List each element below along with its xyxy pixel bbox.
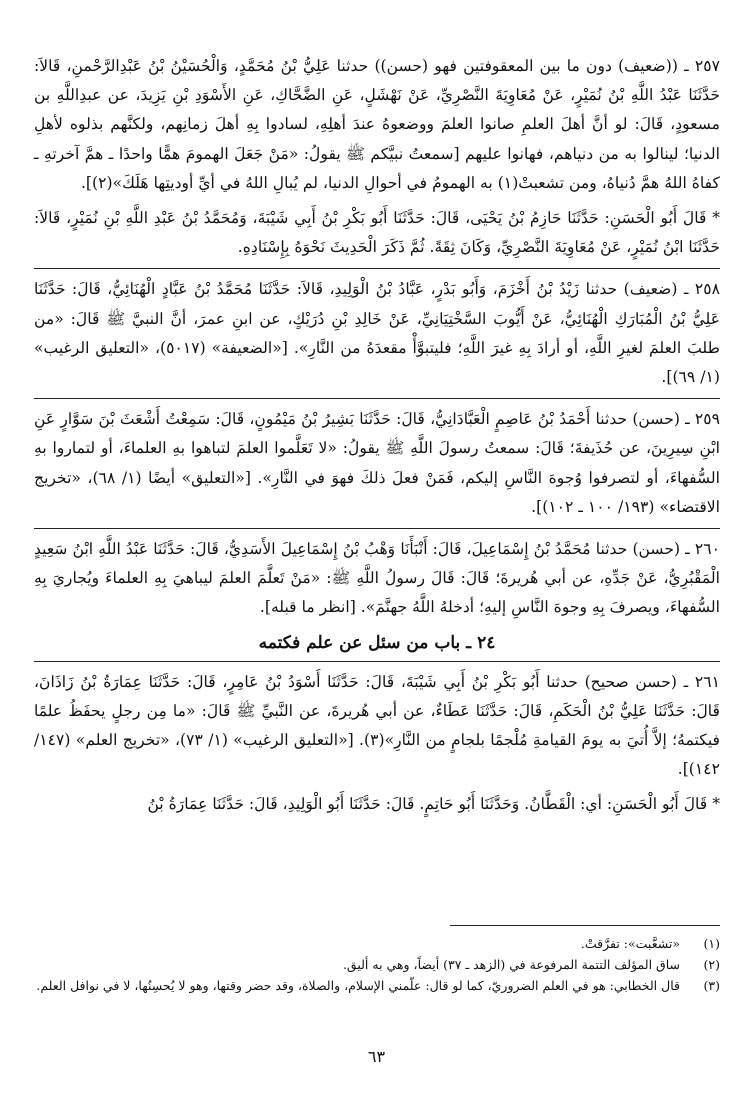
footnote-text: ساق المؤلف التتمة المرفوعة في (الزهد ـ ٣٧) أيضاً، وهي به أليق. bbox=[342, 957, 680, 972]
footnote-number: (١) bbox=[703, 936, 720, 951]
chain-note-abu-al-hasan: * قَالَ أَبُو الْحَسَنِ: حَدَّثَنَا حَازِمُ بْنُ يَحْيَى، قَالَ: حَدَّثَنَا أَبُو بَكْرِ بْنُ أَبِي شَيْبَةَ، وَمُحَمَّدُ بْنُ عَبْدِ اللَّهِ بْنِ نُمَيْرٍ، قَالاَ: حَدَّثَنَا ابْنُ نُمَيْرٍ، عَنْ مُعَاوِيَةَ النَّصْرِيِّ، وَكَانَ ثِقَةً. ثُمَّ ذَكَرَ الْحَدِيثَ نَحْوَهُ بِإِسْنَادِهِ. bbox=[34, 209, 720, 257]
footnote-item bbox=[34, 934, 720, 954]
main-text-body bbox=[34, 52, 720, 826]
footnote-number: (٣) bbox=[703, 978, 720, 993]
hadith-261: ٢٦١ ـ (حسن صحيح) حدثنا أَبُو بَكْرِ بْنُ أَبِي شَيْبَةَ، قَالَ: حَدَّثَنَا أَسْوَدُ بْنُ عَامِرٍ، قَالَ: حَدَّثَنَا عِمَارَةُ بْنُ زَاذَانَ، قَالَ: حَدَّثَنَا عَلِيُّ بْنُ الْحَكَمِ، قَالَ: حَدَّثَنَا عَطَاءٌ، عن أبي هُريرةَ، عن النَّبيِّ ﷺ قَالَ: «ما مِن رجلٍ يحفَظُ علمًا فيكتمهُ؛ إلاَّ أُتيَ به يومَ القيامةِ مُلْجمًا بلجامٍ من النَّارِ»(٣). [«التعليق الرغيب» (١/ ٧٣)، «تخريج العلم» (١٤٧/ ١٤٢)]. bbox=[34, 672, 720, 779]
chain-note-al-qattan: * قَالَ أَبُو الْحَسَنِ: أي: الْقَطَّانُ. وَحَدَّثَنَا أَبُو حَاتِمٍ. قَالَ: حَدَّثَنَا أَبُو الْوَلِيدِ، قَالَ: حَدَّثَنَا عِمَارَةُ بْنُ bbox=[147, 795, 720, 814]
hadith-259: ٢٥٩ ـ (حسن) حدثنا أَحْمَدُ بْنُ عَاصِمٍ الْعَبَّادَانِيُّ، قَالَ: حَدَّثَنَا بَشِيرُ بْنُ مَيْمُونٍ، قَالَ: سَمِعْتُ أَشْعَثَ بْنَ سَوَّارٍ عَنِ ابْنِ سِيرِينَ، عن حُذَيفةَ؛ قَالَ: سمعتُ رسولَ اللَّهِ ﷺ يقولُ: «لا تَعَلَّموا العلمَ لتباهوا بهِ العلماءَ، أو لتماروا بهِ السُّفهاءَ، أو لتصرفوا وُجوهَ النَّاسِ إليكم، فَمَنْ فعلَ ذلكَ فهوَ في النَّارِ». [«التعليق» أيضًا (١/ ٦٨)، «تخريج الاقتضاء» (١٩٣/ ١٠٠ ـ ١٠٢)]. bbox=[34, 410, 720, 516]
footnote-item bbox=[34, 955, 720, 975]
footnote-rule bbox=[450, 925, 720, 926]
hadith-260: ٢٦٠ ـ (حسن) حدثنا مُحَمَّدُ بْنُ إِسْمَاعِيلَ، قَالَ: أَنْبَأَنَا وَهْبُ بْنُ إِسْمَاعِيلَ الأَسَدِيُّ، قَالَ: حَدَّثَنَا عَبْدُ اللَّهِ ابْنُ سَعِيدٍ الْمَقْبُرِيُّ، عَنْ جَدِّهِ، عن أبي هُريرةَ؛ قَالَ: قَالَ رسولُ اللَّهِ ﷺ: «مَنْ تَعلَّمَ العلمَ ليباهيَ بِهِ العلماءَ ويُجاريَ بِهِ السُّفهاءَ، ويصرفَ بِهِ وجوهَ النَّاسِ إليهِ؛ أدخلهُ اللَّهُ جهنَّمَ». [انظر ما قبله]. bbox=[34, 540, 720, 617]
paragraph-separator bbox=[34, 268, 720, 269]
footnote-text: «تشعَّبت»: تفرَّقتْ. bbox=[580, 936, 680, 951]
footnote-number: (٢) bbox=[703, 957, 720, 972]
footnote-text: قال الخطابي: هو في العلم الضروريّ، كما لو قال: علّمني الإسلام، والصلاة، وقد حضر وقتها، وهو لا يُحسِنُها، لا في نوافل العلم. bbox=[36, 978, 680, 993]
paragraph-separator bbox=[34, 398, 720, 399]
hadith-258: ٢٥٨ ـ (ضعيف) حدثنا زَيْدُ بْنُ أَخْزَمَ، وَأَبُو بَدْرٍ، عَبَّادُ بْنُ الْوَلِيدِ، قَالاَ: حَدَّثَنَا مُحَمَّدُ بْنُ عَبَّادٍ الْهُنَائِيُّ، قَالَ: حَدَّثَنَا عَلِيُّ بْنُ الْمُبَارَكِ الْهُنَائِيُّ، عَنْ أَيُّوبَ السَّخْتِيَانِيِّ، عَنْ خَالِدِ بْنِ دُرَيْكٍ، عن ابنِ عمرَ، أنَّ النبيَّ ﷺ قَالَ: «من طلبَ العلمَ لغيرِ اللَّهِ، أو أرادَ بِهِ غيرَ اللَّهِ؛ فليتبوَّأْ مقعدَهُ من النَّارِ». [«الضعيفة» (٥٠١٧)، «التعليق الرغيب» (١/ ٦٩)]. bbox=[34, 280, 720, 387]
hadith-257: ٢٥٧ ـ ((ضعيف) دون ما بين المعقوفتين فهو (حسن)) حدثنا عَلِيُّ بْنُ مُحَمَّدٍ، وَالْحُسَيْنُ بْنُ عَبْدِالرَّحْمنِ، قَالاَ: حَدَّثَنَا عَبْدُ اللَّهِ بْنُ نُمَيْرٍ، عَنْ مُعَاوِيَةَ النَّصْرِيِّ، عَنْ نَهْشَلٍ، عَنِ الضَّحَّاكِ، عَنِ الأَسْوَدِ بْنِ يَزِيدَ، عن عبدِاللَّهِ بن مسعودٍ، قَالَ: لو أنَّ أهلَ العلمِ صانوا العلمَ ووضعوهُ عندَ أهلِهِ، لسادوا بِهِ أهلَ زمانِهم، ولكنَّهم بذلوه لأهلِ الدنيا؛ لينالوا به من دنياهم، فهانوا عليهم [سمعتُ نبيَّكم ﷺ يقولُ: «مَنْ جَعَلَ الهمومَ همًّا واحدًا ـ همَّ آخرتهِ ـ كفاهُ اللهُ همَّ دُنياهُ، ومن تشعبتْ(١) به الهمومُ في أحوالِ الدنيا، لم يُبالِ اللهُ في أيِّ أوديتِها هَلَكَ»(٢)]. bbox=[34, 57, 720, 192]
page-number: ٦٣ bbox=[367, 1047, 386, 1066]
footnotes-area bbox=[34, 925, 720, 997]
paragraph-separator bbox=[34, 528, 720, 529]
paragraph-separator bbox=[34, 661, 720, 662]
section-heading: ٢٤ ـ باب من سئل عن علم فكتمه bbox=[258, 632, 496, 653]
footnote-item bbox=[34, 976, 720, 996]
